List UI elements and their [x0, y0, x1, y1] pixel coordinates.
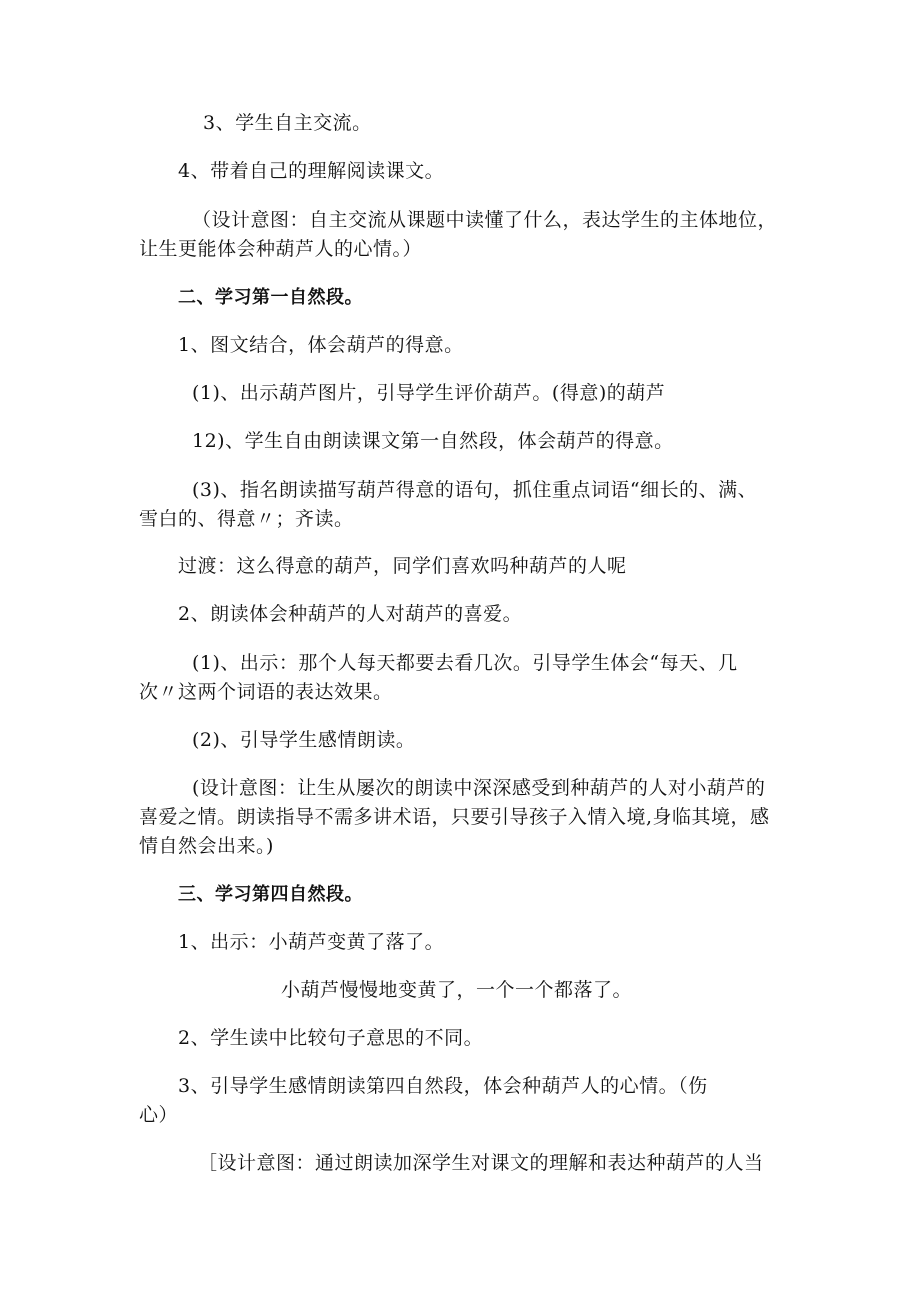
text-line: (1)、出示葫芦图片，引导学生评价葫芦。(得意)的葫芦: [192, 382, 666, 404]
text-line: 3、学生自主交流。: [203, 112, 372, 134]
text-line: 次〃这两个词语的表达效果。: [139, 681, 393, 703]
example-sentence: 小葫芦慢慢地变黄了，一个一个都落了。: [281, 979, 633, 1001]
text-line: 3、引导学生感情朗读第四自然段，体会种葫芦人的心情。（伤: [178, 1075, 708, 1097]
text-line: ［设计意图：通过朗读加深学生对课文的理解和表达种葫芦的人当: [198, 1152, 764, 1174]
text-line: （设计意图：自主交流从课题中读懂了什么，表达学生的主体地位，: [192, 209, 778, 231]
text-line: (2)、引导学生感情朗读。: [192, 729, 416, 751]
text-line: (1)、出示：那个人每天都要去看几次。引导学生体会“每天、几: [192, 652, 738, 674]
text-line: 心）: [139, 1104, 179, 1126]
text-line: 让生更能体会种葫芦人的心情。）: [139, 238, 423, 260]
text-line: 情自然会出来。): [139, 835, 274, 857]
section-heading: 二、学习第一自然段。: [178, 287, 363, 308]
text-line: 12)、学生自由朗读课文第一自然段，体会葫芦的得意。: [192, 430, 674, 452]
text-line: 雪白的、得意〃；齐读。: [139, 508, 354, 530]
text-line: 4、带着自己的理解阅读课文。: [178, 160, 445, 182]
text-line: 1、出示：小葫芦变黄了落了。: [178, 931, 445, 953]
text-line: 喜爱之情。朗读指导不需多讲术语，只要引导孩子入情入境,身临其境，感: [139, 806, 770, 828]
section-heading: 三、学习第四自然段。: [178, 884, 363, 905]
text-line: 过渡：这么得意的葫芦，同学们喜欢吗种葫芦的人呢: [178, 555, 627, 577]
text-line: 2、学生读中比较句子意思的不同。: [178, 1027, 484, 1049]
text-line: 2、朗读体会种葫芦的人对葫芦的喜爱。: [178, 603, 523, 625]
text-line: (3)、指名朗读描写葫芦得意的语句，抓住重点词语“细长的、满、: [192, 479, 758, 501]
text-line: (设计意图：让生从屡次的朗读中深深感受到种葫芦的人对小葫芦的: [192, 777, 766, 799]
text-line: 1、图文结合，体会葫芦的得意。: [178, 334, 464, 356]
